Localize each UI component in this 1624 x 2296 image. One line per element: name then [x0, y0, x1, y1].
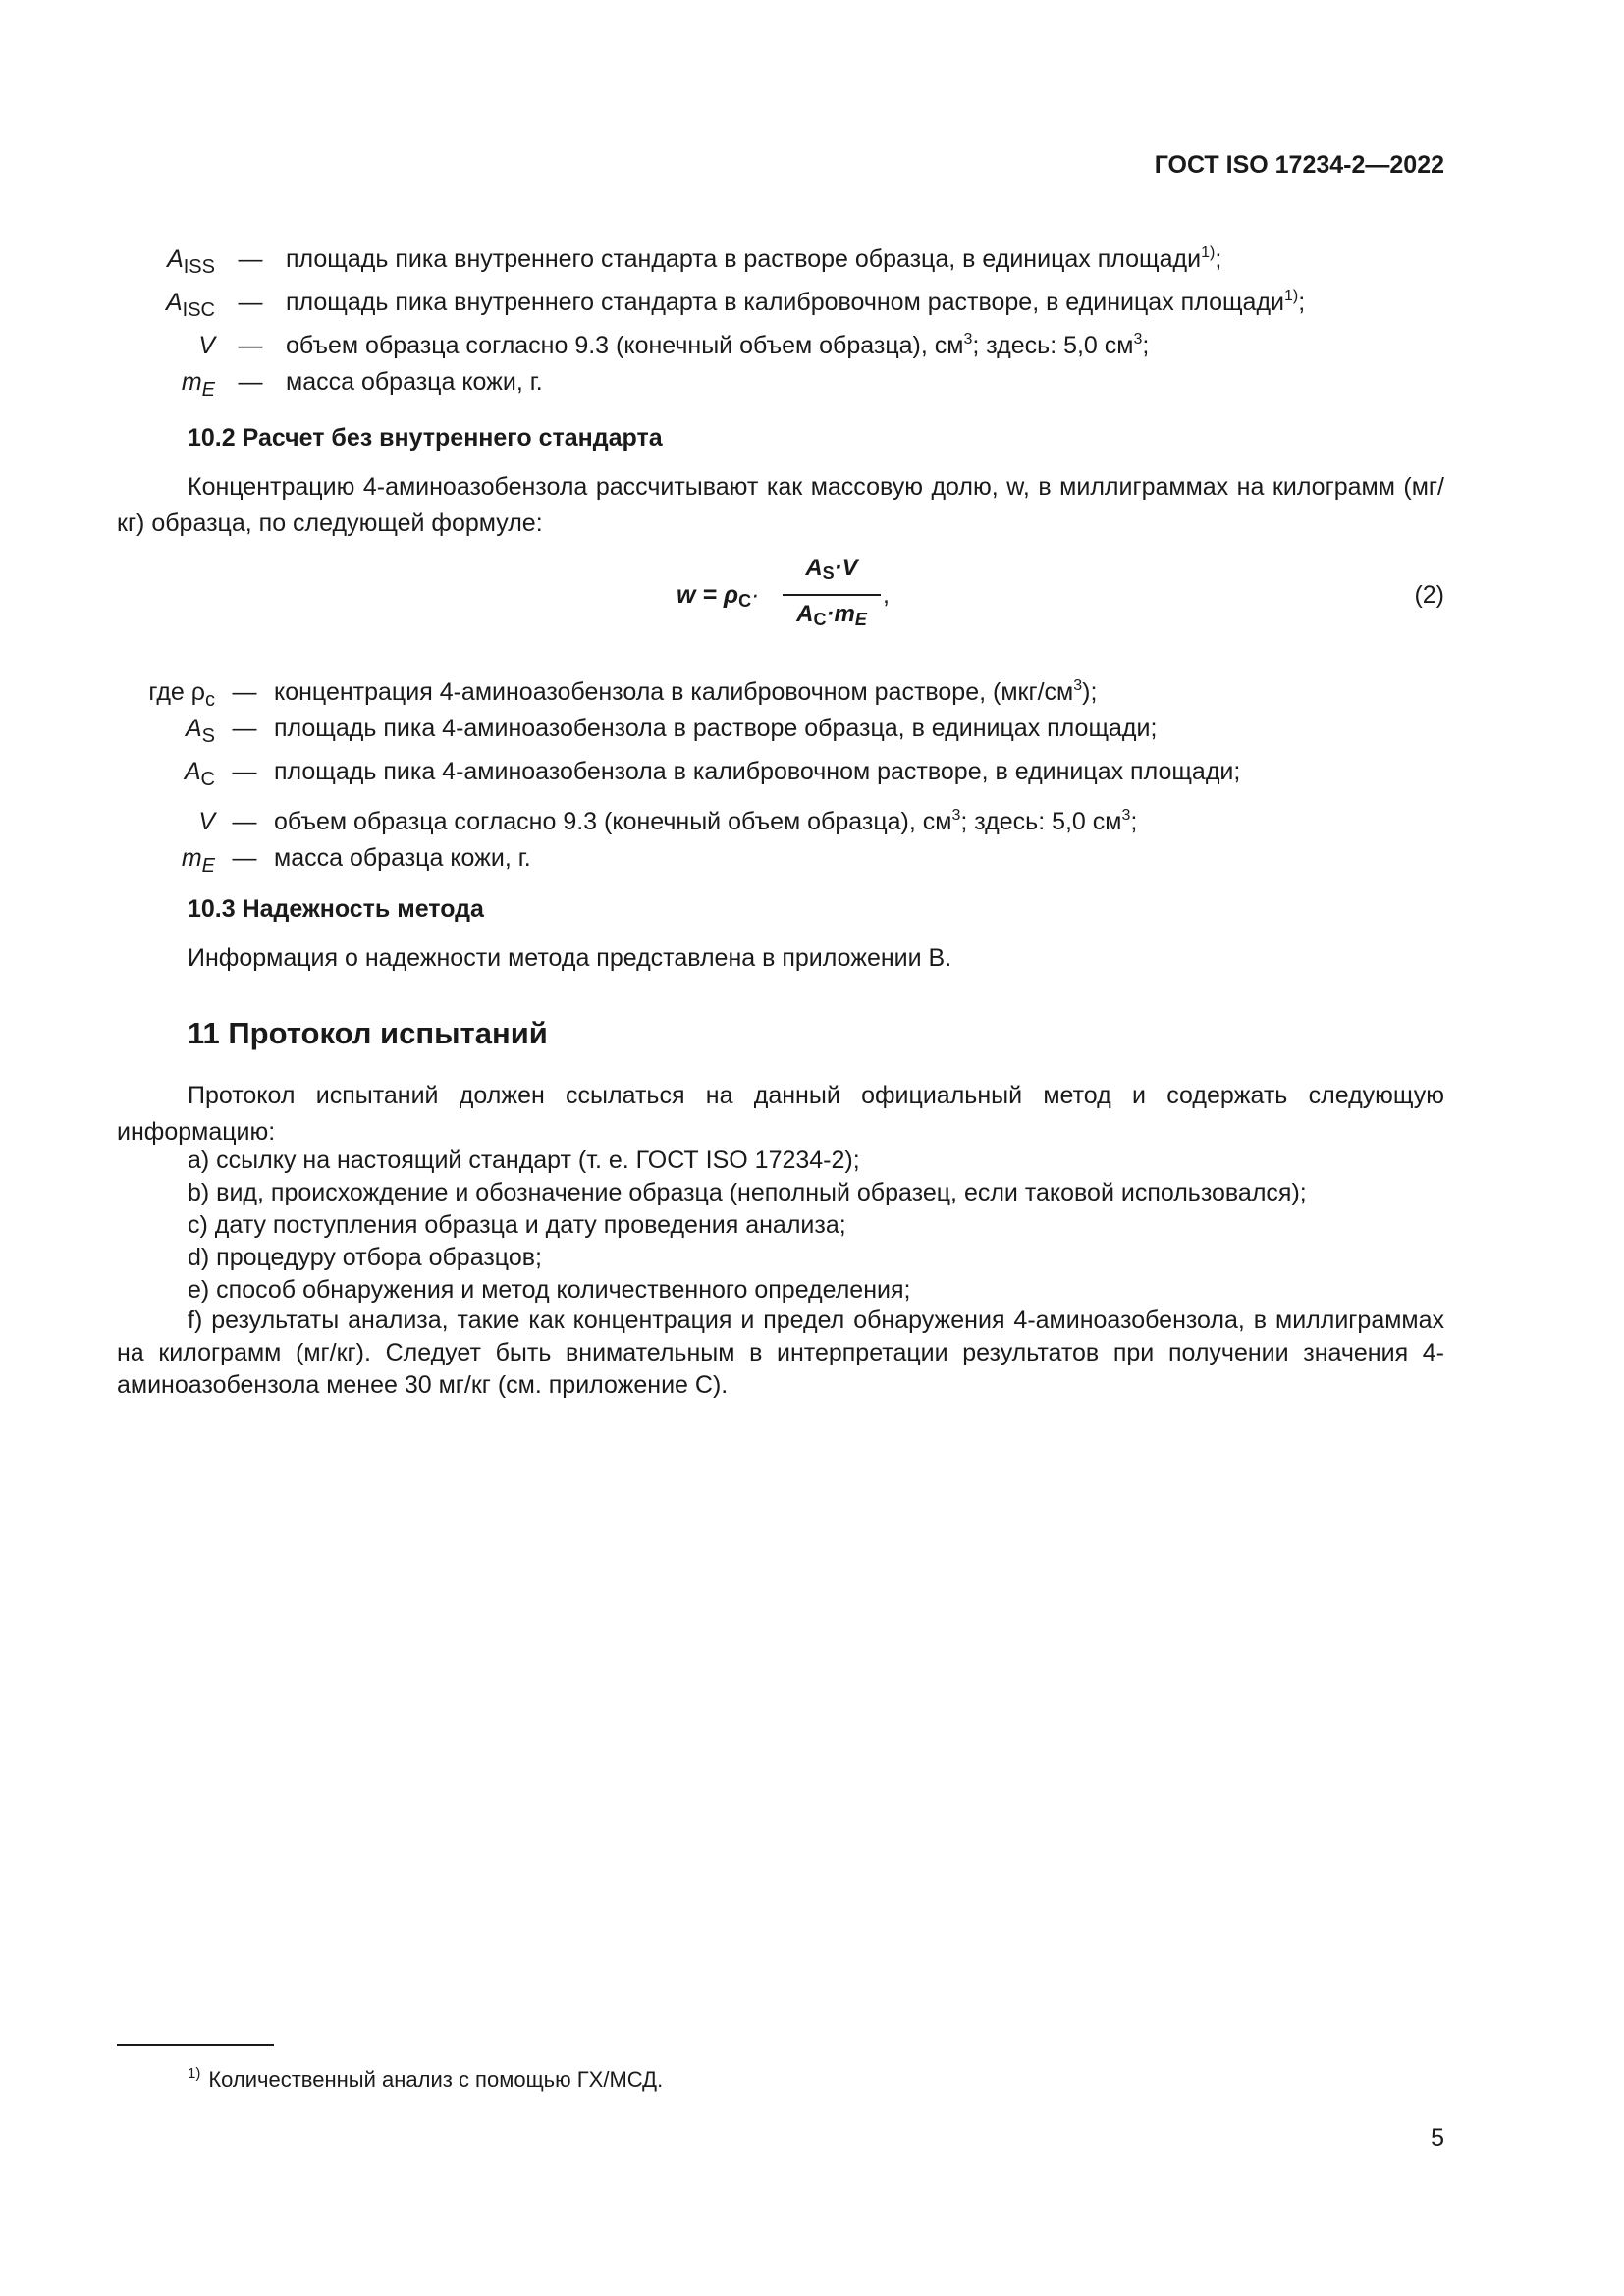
var-dash: — — [232, 678, 257, 706]
equation-number: (2) — [1414, 581, 1444, 609]
footnote: $^{1)}$ Количественный анализ с помощью ГХ/МСД. — [188, 2065, 664, 2092]
var-dash: — — [232, 808, 257, 835]
var-symbol: $A_C$ — [184, 758, 215, 790]
var-row-aisc — [117, 278, 1305, 321]
list-item-a: a) ссылку на настоящий стандарт (т. е. ГОСТ ISO 17234-2); — [188, 1147, 860, 1174]
list-item-b: b) вид, происхождение и обозначение образца (неполный образец, если таковой использовался); — [188, 1179, 1307, 1206]
var-row-v2 — [117, 797, 1240, 840]
var-dash: — — [238, 332, 263, 359]
var-symbol: V — [198, 332, 215, 359]
var-row-rho — [117, 667, 1240, 711]
var-row-as — [117, 711, 1240, 754]
var-dash: — — [238, 289, 263, 316]
var-symbol: $m_E$ — [181, 368, 215, 400]
var-description: объем образца согласно 9.3 (конечный объем образца), $см^3$; здесь: 5,0 $см^3$; — [274, 807, 1138, 835]
var-symbol: $A_{ISS}$ — [167, 245, 215, 278]
formula-comma: , — [883, 581, 890, 609]
list-item-c: c) дату поступления образца и дату проведения анализа; — [188, 1211, 846, 1239]
var-dash: — — [232, 844, 257, 872]
var-description: площадь пика внутреннего стандарта в калибровочном растворе, в единицах площади$^{1)}$; — [286, 288, 1306, 316]
list-item-d: d) процедуру отбора образцов; — [188, 1244, 542, 1271]
section-heading-10-3: 10.3 Надежность метода — [188, 895, 484, 923]
paragraph-11-intro: Протокол испытаний должен ссылаться на данный официальный метод и содержать следующую информацию: — [117, 1082, 1444, 1146]
var-dash: — — [238, 368, 263, 396]
var-symbol: V — [198, 808, 215, 835]
var-row-aiss — [117, 235, 1305, 278]
var-description: площадь пика 4-аминоазобензола в растворе образца, в единицах площади; — [274, 715, 1158, 742]
section-heading-10-2: 10.2 Расчет без внутреннего стандарта — [188, 424, 663, 452]
var-description: объем образца согласно 9.3 (конечный объем образца), $см^3$; здесь: 5,0 $см^3$; — [286, 331, 1150, 359]
formula-denominator: AC·mE — [796, 601, 867, 629]
var-dash: — — [232, 758, 257, 785]
var-symbol: $m_E$ — [181, 844, 215, 877]
var-row-v — [117, 321, 1305, 364]
var-row-me2 — [117, 840, 1240, 883]
document-code: ГОСТ ISO 17234-2—2022 — [1154, 151, 1444, 179]
variable-list-2 — [117, 667, 1240, 883]
var-symbol: $A_S$ — [185, 715, 215, 747]
paragraph-10-2: Концентрацию 4-аминоазобензола рассчитывают как массовую долю, w, в миллиграммах на килограмм (мг/кг) образца, по следующей формуле: — [117, 473, 1444, 537]
var-description: масса образца кожи, г. — [286, 368, 543, 396]
var-row-ac — [117, 754, 1240, 797]
section-heading-11: 11 Протокол испытаний — [188, 1016, 548, 1050]
var-row-me — [117, 364, 1305, 407]
var-symbol: $A_{ISC}$ — [165, 289, 215, 321]
page-number: 5 — [1431, 2124, 1444, 2152]
formula-numerator: AS·V — [783, 550, 881, 596]
formula-lhs: w = ρC· — [677, 581, 760, 611]
paragraph-10-3: Информация о надежности метода представлена в приложении В. — [188, 944, 952, 972]
var-symbol: где $\rho_c$ — [148, 678, 215, 711]
var-description: площадь пика внутреннего стандарта в растворе образца, в единицах площади$^{1)}$; — [286, 244, 1222, 273]
list-item-e: e) способ обнаружения и метод количественного определения; — [188, 1276, 911, 1304]
var-dash: — — [238, 245, 263, 273]
var-description: масса образца кожи, г. — [274, 844, 531, 872]
formula-fraction — [783, 550, 881, 638]
var-dash: — — [232, 715, 257, 742]
variable-list-1 — [117, 235, 1305, 407]
footnote-rule — [117, 2044, 274, 2046]
list-item-f: f) результаты анализа, такие как концентрация и предел обнаружения 4-аминоазобензола, в миллиграммах на килограмм (мг/кг). Следует быть внимательным в интерпретации результатов при получении значения 4-аминоазобензола менее 30 мг/кг (см. приложение С). — [117, 1307, 1444, 1399]
var-description: концентрация 4-аминоазобензола в калибровочном растворе, $(мкг/см^3)$; — [274, 677, 1098, 706]
var-description: площадь пика 4-аминоазобензола в калибровочном растворе, в единицах площади; — [274, 758, 1241, 785]
